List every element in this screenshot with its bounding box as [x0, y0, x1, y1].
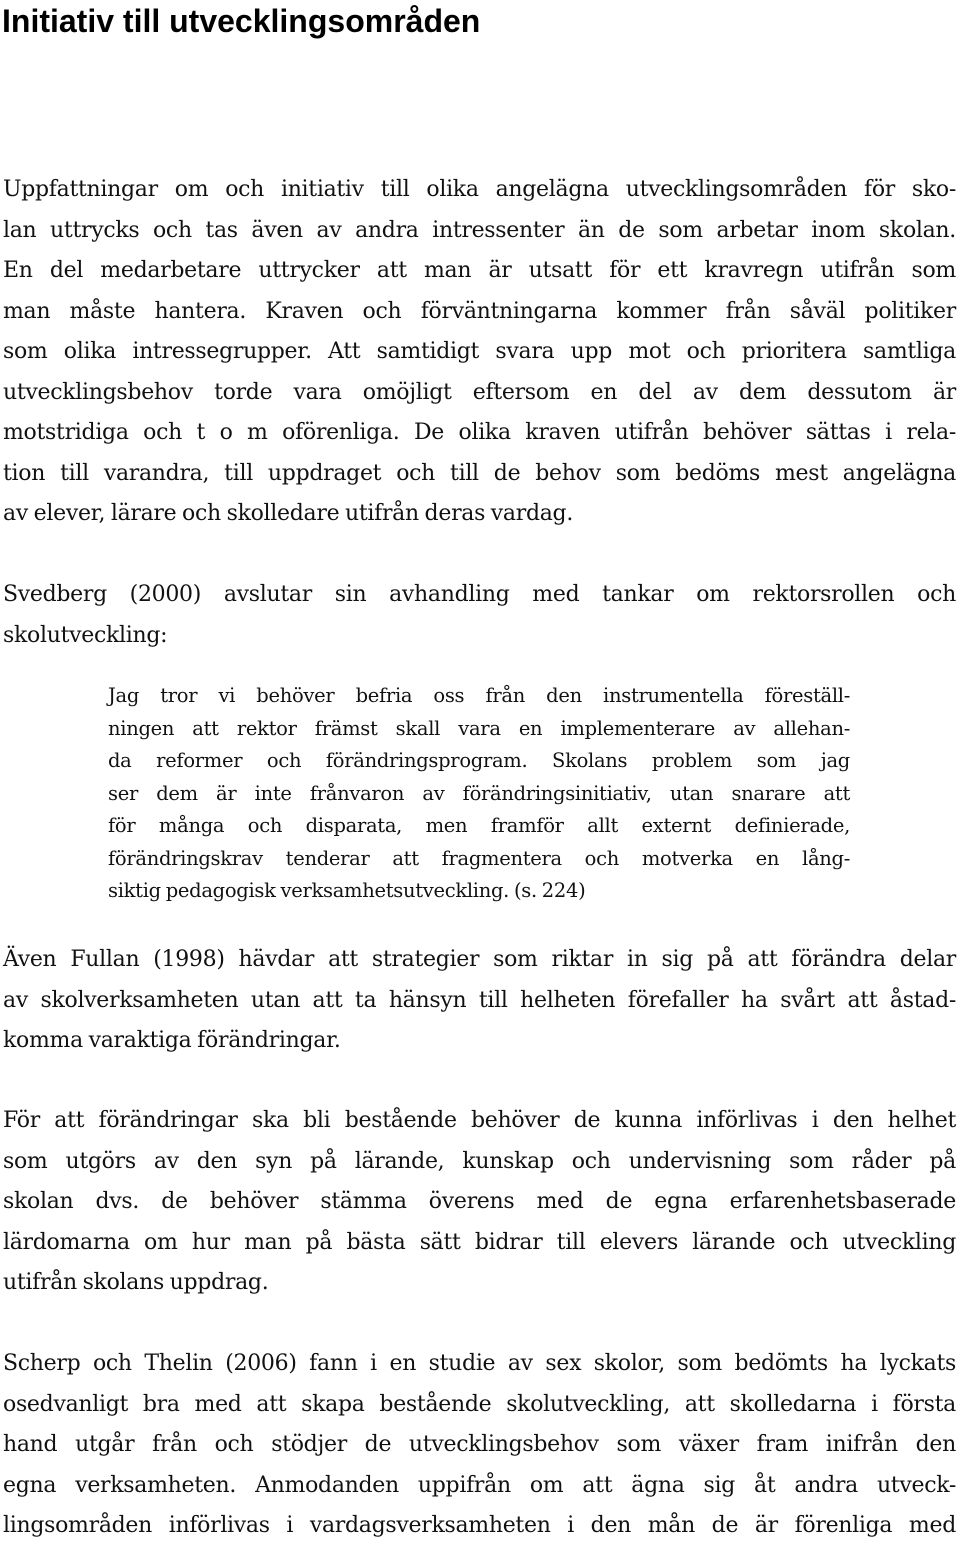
quote-line: ser dem är inte frånvaron av förändringsinitiativ, utan snarare att — [108, 781, 850, 805]
text-line: som olika intressegrupper. Att samtidigt svara upp mot och prioritera samtliga — [3, 339, 956, 364]
text-line: skolan dvs. de behöver stämma överens med de egna erfarenhetsbaserade — [3, 1189, 956, 1214]
text-line: En del medarbetare uttrycker att man är utsatt för ett kravregn utifrån som — [3, 258, 956, 283]
text-line: motstridiga och t o m oförenliga. De olika kraven utifrån behöver sättas i rela- — [3, 420, 956, 445]
paragraph-intro — [3, 170, 956, 535]
text-line: som utgörs av den syn på lärande, kunskap och undervisning som råder på — [3, 1148, 956, 1174]
quote-line: för många och disparata, men framför allt externt definierade, — [108, 814, 850, 837]
text-line: För att förändringar ska bli bestående behöver de kunna införlivas i den helhet — [3, 1108, 956, 1133]
text-line: lingsområden införlivas i vardagsverksamheten i den mån de är förenliga med — [3, 1513, 956, 1538]
text-line: Scherp och Thelin (2006) fann i en studie av sex skolor, som bedömts ha lyckats — [3, 1351, 956, 1376]
quote-line: siktig pedagogisk verksamhetsutveckling. (s. 224) — [108, 879, 586, 902]
text-line: Uppfattningar om och initiativ till olika angelägna utvecklingsområden för sko- — [3, 177, 956, 202]
text-line: av skolverksamheten utan att ta hänsyn till helheten förefaller ha svårt att åstad- — [3, 987, 956, 1013]
text-line: lärdomarna om hur man på bästa sätt bidrar till elevers lärande och utveckling — [3, 1229, 956, 1255]
text-line: komma varaktiga förändringar. — [3, 1028, 341, 1053]
text-line: egna verksamheten. Anmodanden uppifrån om att ägna sig åt andra utveck- — [3, 1472, 956, 1498]
quote-line: ningen att rektor främst skall vara en implementerare av allehan- — [108, 716, 850, 740]
paragraph-forandringar — [3, 1101, 956, 1304]
text-line: hand utgår från och stödjer de utvecklingsbehov som växer fram inifrån den — [3, 1432, 956, 1457]
text-line: tion till varandra, till uppdraget och till de behov som bedöms mest angelägna — [3, 460, 956, 486]
block-quote — [108, 680, 850, 908]
paragraph-fullan — [3, 940, 956, 1062]
text-line: utvecklingsbehov torde vara omöjligt eftersom en del av dem dessutom är — [3, 379, 956, 405]
text-line: utifrån skolans uppdrag. — [3, 1270, 269, 1295]
text-line: Även Fullan (1998) hävdar att strategier som riktar in sig på att förändra delar — [3, 947, 956, 972]
text-line: av elever, lärare och skolledare utifrån deras vardag. — [3, 501, 574, 526]
paragraph-scherp — [3, 1344, 956, 1547]
quote-line: da reformer och förändringsprogram. Skolans problem som jag — [108, 749, 850, 772]
section-heading: Initiativ till utvecklingsområden — [2, 3, 481, 39]
quote-line: förändringskrav tenderar att fragmentera och motverka en lång- — [108, 846, 850, 870]
text-line: lan uttrycks och tas även av andra intressenter än de som arbetar inom skolan. — [3, 217, 956, 243]
quote-line: Jag tror vi behöver befria oss från den instrumentella föreställ- — [108, 684, 850, 707]
text-line: osedvanligt bra med att skapa bestående skolutveckling, att skolledarna i första — [3, 1391, 956, 1417]
paragraph-svedberg — [3, 575, 956, 656]
text-line: man måste hantera. Kraven och förväntningarna kommer från såväl politiker — [3, 298, 956, 324]
text-line: skolutveckling: — [3, 622, 168, 648]
text-line: Svedberg (2000) avslutar sin avhandling med tankar om rektorsrollen och — [3, 582, 956, 607]
